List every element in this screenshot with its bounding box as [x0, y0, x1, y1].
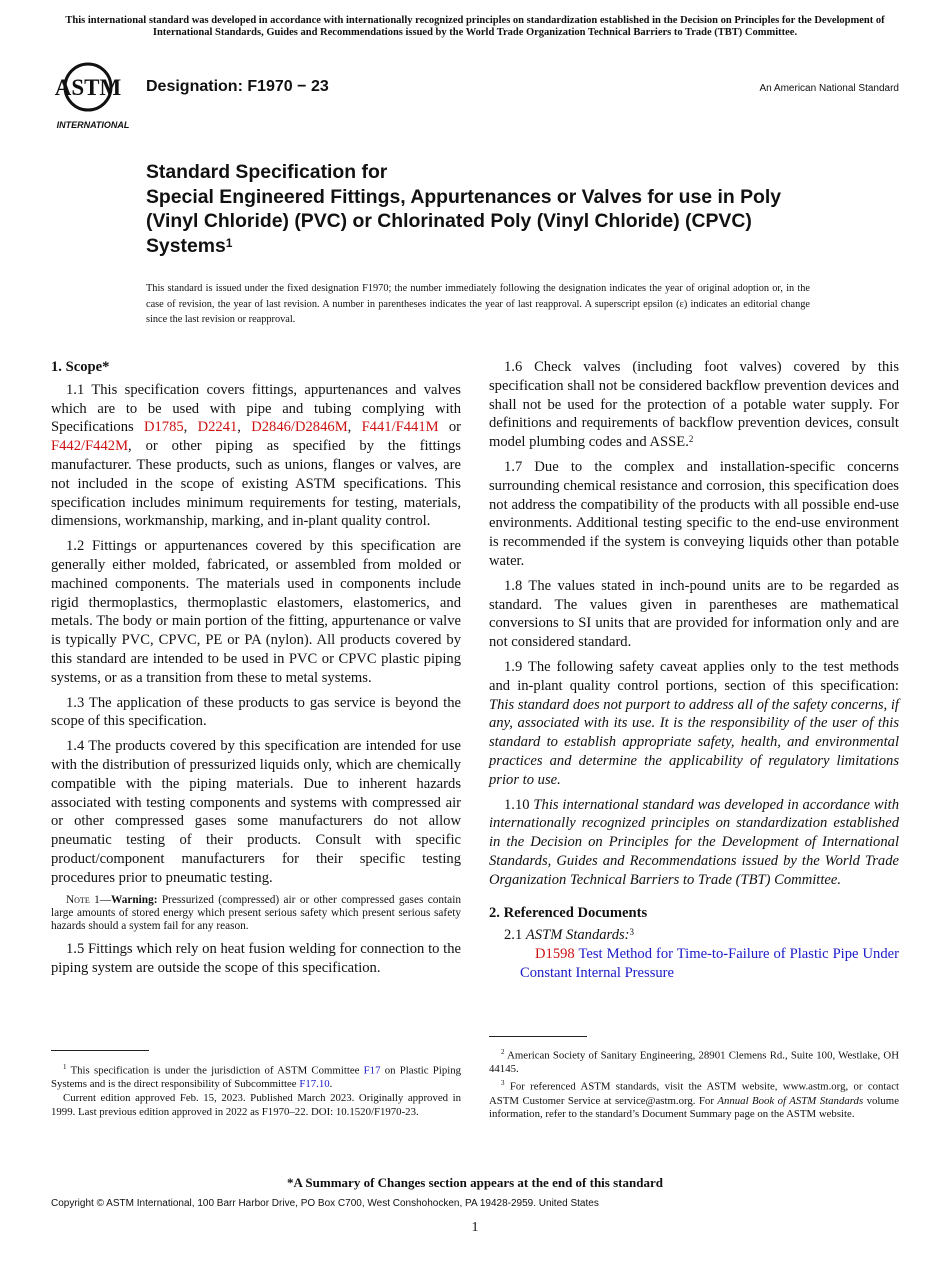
para-1-1 — [51, 381, 461, 531]
logo-text: ASTM — [54, 75, 122, 100]
right-column — [489, 358, 899, 989]
footnote-1-text-a: This specification is under the jurisdiction of ASTM Committee — [70, 1064, 360, 1077]
footnote-3-text-b: Annual Book of ASTM Standards — [717, 1094, 864, 1107]
note-1 — [51, 894, 461, 934]
copyright: Copyright © ASTM International, 100 Barr Harbor Drive, PO Box C700, West Conshohocken, PA 19428-2959. United States — [51, 1198, 599, 1209]
title-line-1: Standard Specification for — [146, 161, 388, 183]
note-label: Note 1— — [66, 893, 112, 906]
para-1-10 — [489, 796, 899, 890]
astm-logo — [52, 58, 134, 132]
footnote-rule-right — [489, 1036, 587, 1037]
para-1-10-number: 1.10 — [504, 796, 534, 813]
link-f17-10[interactable]: F17.10 — [299, 1078, 330, 1091]
separator: , — [347, 419, 362, 436]
para-1-10-text: This international standard was developed in accordance with internationally recognized principles on standardization established in the Decision on Principles for the Development of International Standards, Guides and Recommendations issued by the World Trade Organization Technical Barriers to Trade (TBT) Committee. — [489, 796, 900, 888]
para-1-9-text-b: This standard does not purport to address all of the safety concerns, if any, associated with its use. It is the responsibility of the user of this standard to establish appropriate safety, health, and environmental practices and determine the applicability of regulatory limitations prior to use. — [489, 696, 899, 788]
wto-notice: This international standard was developed in accordance with internationally recognized principles on standardization established in the Decision on Principles for the Development of International Standards, Guides and Recommendations issued by the World Trade Organization Technical Barriers to Trade (TBT) Committee. — [65, 15, 885, 38]
issued-note: This standard is issued under the fixed designation F1970; the number immediately following the designation indicates the year of original adoption or, in the case of revision, the year of last revision. A number in parentheses indicates the year of last reapproval. A superscript epsilon (ε) indicates an editorial change since the last revision or reapproval. — [146, 283, 810, 326]
footnotes-right — [489, 1046, 899, 1122]
para-1-9-text-a: 1.9 The following safety caveat applies only to the test methods and in-plant quality control portions, section of this specification: — [489, 658, 899, 694]
footnote-3-text-c: volume information, refer to the standard’s Document Summary page on the ASTM website. — [489, 1094, 899, 1121]
note-warning: Warning: — [111, 893, 158, 906]
title-main: Special Engineered Fittings, Appurtenances or Valves for use in Poly (Vinyl Chloride) (PVC) or Chlorinated Poly (Vinyl Chloride) (CPVC) Systems — [146, 185, 782, 257]
para-1-3: 1.3 The application of these products to gas service is beyond the scope of this specification. — [51, 694, 461, 730]
title-footnote-mark[interactable]: 1 — [225, 235, 233, 250]
title-line-2 — [146, 185, 826, 259]
para-1-7: 1.7 Due to the complex and installation-specific concerns surrounding chemical resistance and corrosion, this specification does not address the compatibility of the products with all possible end-use environments. Additional testing specific to the end-use environment is recommended if the system is conveying liquids other than potable water. — [489, 458, 899, 569]
footnote-1-text-b: on Plastic Piping Systems and is the direct responsibility of Subcommittee — [51, 1064, 462, 1091]
footnotes-left — [51, 1061, 461, 1120]
designation: Designation: F1970 − 23 — [146, 78, 329, 95]
para-2-1 — [489, 926, 899, 945]
separator: , — [183, 419, 198, 436]
link-d2241[interactable]: D2241 — [197, 419, 238, 436]
footnote-2-mark: 2 — [501, 1048, 505, 1056]
separator-or: or — [438, 419, 462, 436]
para-2-1-text: ASTM Standards: — [525, 927, 630, 944]
note-text: Pressurized (compressed) air or other compressed gases contain large amounts of stored energy which present serious safety which present serious safety hazards should a system fail for any reason. — [51, 893, 461, 933]
logo-subtext: INTERNATIONAL — [56, 120, 130, 130]
footnote-3 — [489, 1077, 899, 1122]
para-1-9 — [489, 658, 899, 790]
link-d1785[interactable]: D1785 — [143, 419, 184, 436]
link-d2846[interactable]: D2846/D2846M — [251, 419, 348, 436]
link-f442[interactable]: F442/F442M — [51, 438, 129, 455]
footnote-2 — [489, 1046, 899, 1077]
summary-of-changes-note: *A Summary of Changes section appears at the end of this standard — [287, 1175, 663, 1190]
para-1-8: 1.8 The values stated in inch-pound units are to be regarded as standard. The values given in parentheses are mathematical conversions to SI units that are provided for information only and are not considered standard. — [489, 577, 899, 651]
footnote-2-text: American Society of Sanitary Engineering, 28901 Clemens Rd., Suite 100, Westlake, OH 44145. — [489, 1049, 899, 1076]
footnote-1-edition: Current edition approved Feb. 15, 2023. Published March 2023. Originally approved in 1999. Last previous edition approved in 2022 as F1970–22. DOI: 10.1520/F1970-23. — [51, 1092, 461, 1118]
separator: , — [237, 419, 252, 436]
para-1-6-text: 1.6 Check valves (including foot valves) covered by this specification shall not be considered backflow prevention devices and shall not be used for the protection of a potable water supply. For definitions and requirements of backflow prevention devices, consult model plumbing codes and ASSE. — [489, 359, 899, 451]
para-1-2: 1.2 Fittings or appurtenances covered by this specification are generally either molded, fabricated, or assembled from molded or machined components. The materials used in components include rigid thermoplastics, thermoplastic elastomers, elastomerics, and metals. The body or main portion of the fitting, appurtenance or valve is typically PVC, CPVC, PE or PA (nylon). All products covered by this standard are intended to be used in PVC or CPVC plastic piping systems, or as a transition from these to metal systems. — [51, 538, 461, 686]
footnote-3-text-a: For referenced ASTM standards, visit the ASTM website, www.astm.org, or contact ASTM Customer Service at service@astm.org. For — [489, 1080, 899, 1107]
para-1-6 — [489, 358, 899, 452]
link-f441[interactable]: F441/F441M — [361, 419, 439, 436]
para-1-5: 1.5 Fittings which rely on heat fusion welding for connection to the piping system are outside the scope of this specification. — [51, 940, 461, 976]
para-1-1-text-a: 1.1 This specification covers fittings, appurtenances and valves which are to be used with pipe and tubing complying with Specifications — [51, 381, 461, 436]
footnote-rule-left — [51, 1050, 149, 1051]
para-2-1-number: 2.1 — [504, 927, 526, 944]
national-standard-label: An American National Standard — [759, 83, 899, 94]
page-number: 1 — [471, 1220, 479, 1235]
para-1-1-text-b: , or other piping as specified by the fittings manufacturer. These products, such as unions, flanges or valves, are not included in the scope of existing ASTM specifications. This specification includes minimum requirements for testing, materials, dimensions, workmanship, marking, and in-plant quality control. — [51, 438, 461, 530]
footnote-3-mark: 3 — [501, 1079, 505, 1088]
para-1-6-footnote-mark[interactable]: 2 — [688, 434, 694, 445]
reference-d1598 — [489, 945, 899, 983]
para-2-1-footnote-mark[interactable]: 3 — [629, 927, 635, 938]
document-title — [146, 160, 826, 258]
scope-heading: 1. Scope* — [51, 359, 110, 375]
left-column — [51, 358, 461, 983]
referenced-documents-heading: 2. Referenced Documents — [489, 904, 648, 921]
link-f17[interactable]: F17 — [363, 1064, 381, 1077]
footnote-1 — [51, 1061, 461, 1092]
footnote-1-text-c: . — [329, 1078, 333, 1091]
link-d1598-title[interactable]: Test Method for Time-to-Failure of Plastic Pipe Under Constant Internal Pressure — [520, 946, 899, 981]
link-d1598[interactable]: D1598 — [535, 946, 575, 963]
footnote-1-mark: 1 — [63, 1063, 67, 1071]
para-1-4: 1.4 The products covered by this specification are intended for use with the distribution of pressurized liquids only, which are chemically compatible with the piping materials. Due to inherent hazards associated with testing components and systems with compressed air or other compressed gases some manufacturers do not allow pneumatic testing of their products. Consult with specific product/component manufacturers for their specific testing procedures prior to pneumatic testing. — [51, 738, 461, 886]
